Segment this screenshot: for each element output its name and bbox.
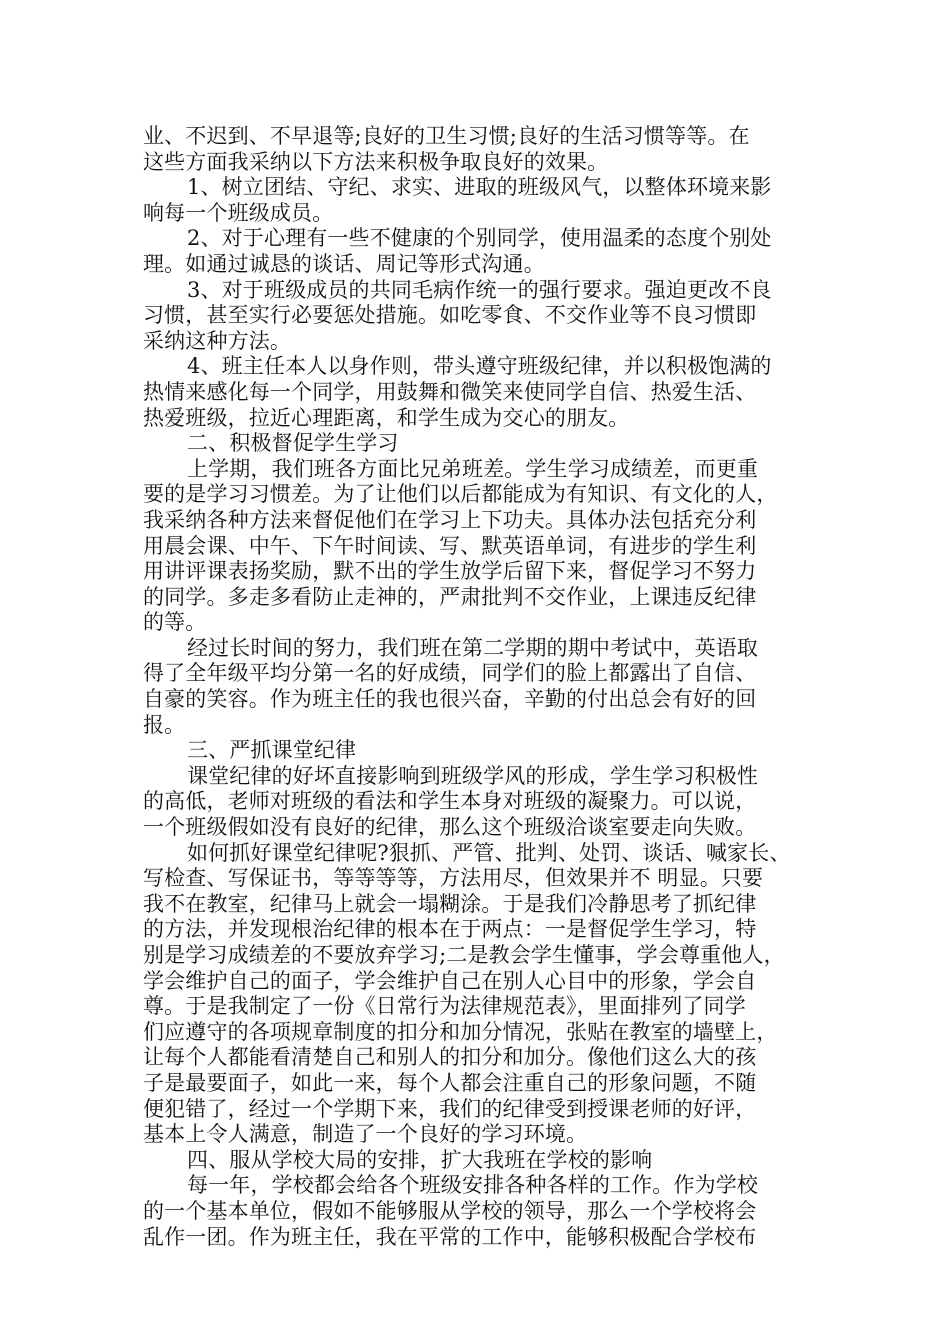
text-line: 我采纳各种方法来督促他们在学习上下功夫。具体办法包括充分利 <box>143 507 757 532</box>
text-line: 尊。于是我制定了一份《日常行为法律规范表》，里面排列了同学 <box>143 994 746 1019</box>
text-line: 们应遵守的各项规章制度的扣分和加分情况，张贴在教室的墙壁上， <box>143 1019 778 1044</box>
text-line: 用晨会课、中午、下午时间读、写、默英语单词，有进步的学生利 <box>143 533 757 558</box>
text-line: 2、对于心理有一些不健康的个别同学，使用温柔的态度个别处 <box>187 226 772 251</box>
text-line: 1、树立团结、守纪、求实、进取的班级风气，以整体环境来影 <box>187 175 772 200</box>
text-line: 一个班级假如没有良好的纪律，那么这个班级洽谈室要走向失败。 <box>143 815 757 840</box>
text-line: 4、班主任本人以身作则，带头遵守班级纪律，并以积极饱满的 <box>187 354 772 379</box>
text-line: 基本上令人满意，制造了一个良好的学习环境。 <box>143 1122 588 1147</box>
text-line: 业、不迟到、不早退等;良好的卫生习惯;良好的生活习惯等等。在 <box>143 124 750 148</box>
text-line: 的方法，并发现根治纪律的根本在于两点：一是督促学生学习，特 <box>143 917 757 942</box>
document-body <box>143 124 815 1250</box>
text-line: 的一个基本单位，假如不能够服从学校的领导，那么一个学校将会 <box>143 1198 757 1223</box>
text-line: 热爱班级，拉近心理距离，和学生成为交心的朋友。 <box>143 405 630 430</box>
text-line: 便犯错了，经过一个学期下来，我们的纪律受到授课老师的好评， <box>143 1096 757 1121</box>
text-line: 四、服从学校大局的安排，扩大我班在学校的影响 <box>187 1147 653 1172</box>
text-line: 写检查、写保证书，等等等等，方法用尽，但效果并不 明显。只要 <box>143 866 764 891</box>
text-line: 如何抓好课堂纪律呢?狠抓、严管、批判、处罚、谈话、喊家长、 <box>187 840 791 865</box>
text-line: 响每一个班级成员。 <box>143 200 334 225</box>
text-line: 习惯，甚至实行必要惩处措施。如吃零食、不交作业等不良习惯即 <box>143 303 757 328</box>
text-line: 三、严抓课堂纪律 <box>187 738 357 763</box>
text-line: 的等。 <box>143 610 207 635</box>
text-line: 别是学习成绩差的不要放弃学习;二是教会学生懂事，学会尊重他人， <box>143 943 785 967</box>
text-line: 这些方面我采纳以下方法来积极争取良好的效果。 <box>143 149 609 174</box>
text-line: 课堂纪律的好坏直接影响到班级学风的形成，学生学习积极性 <box>187 763 759 788</box>
text-line: 3、对于班级成员的共同毛病作统一的强行要求。强迫更改不良 <box>187 277 772 302</box>
text-line: 要的是学习习惯差。为了让他们以后都能成为有知识、有文化的人， <box>143 482 778 507</box>
text-line: 让每个人都能看清楚自己和别人的扣分和加分。像他们这么大的孩 <box>143 1045 757 1070</box>
text-line: 我不在教室，纪律马上就会一塌糊涂。于是我们冷静思考了抓纪律 <box>143 891 757 916</box>
text-line: 学会维护自己的面子，学会维护自己在别人心目中的形象，学会自 <box>143 968 757 993</box>
text-line: 二、积极督促学生学习 <box>187 431 399 456</box>
text-line: 热情来感化每一个同学，用鼓舞和微笑来使同学自信、热爱生活、 <box>143 379 757 404</box>
text-line: 的高低，老师对班级的看法和学生本身对班级的凝聚力。可以说， <box>143 789 757 814</box>
text-line: 乱作一团。作为班主任，我在平常的工作中，能够积极配合学校布 <box>143 1224 757 1249</box>
text-line: 理。如通过诚恳的谈话、周记等形式沟通。 <box>143 251 545 276</box>
text-line: 得了全年级平均分第一名的好成绩，同学们的脸上都露出了自信、 <box>143 661 757 686</box>
text-line: 子是最要面子，如此一来，每个人都会注重自己的形象问题，不随 <box>143 1070 757 1095</box>
text-line: 经过长时间的努力，我们班在第二学期的期中考试中，英语取 <box>187 635 759 660</box>
text-line: 的同学。多走多看防止走神的，严肃批判不交作业，上课违反纪律 <box>143 584 757 609</box>
text-line: 采纳这种方法。 <box>143 328 292 353</box>
text-line: 上学期，我们班各方面比兄弟班差。学生学习成绩差，而更重 <box>187 456 759 481</box>
text-line: 自豪的笑容。作为班主任的我也很兴奋，辛勤的付出总会有好的回 <box>143 687 757 712</box>
text-line: 用讲评课表扬奖励，默不出的学生放学后留下来，督促学习不努力 <box>143 559 757 584</box>
text-line: 每一年，学校都会给各个班级安排各种各样的工作。作为学校 <box>187 1173 759 1198</box>
text-line: 报。 <box>143 712 186 737</box>
